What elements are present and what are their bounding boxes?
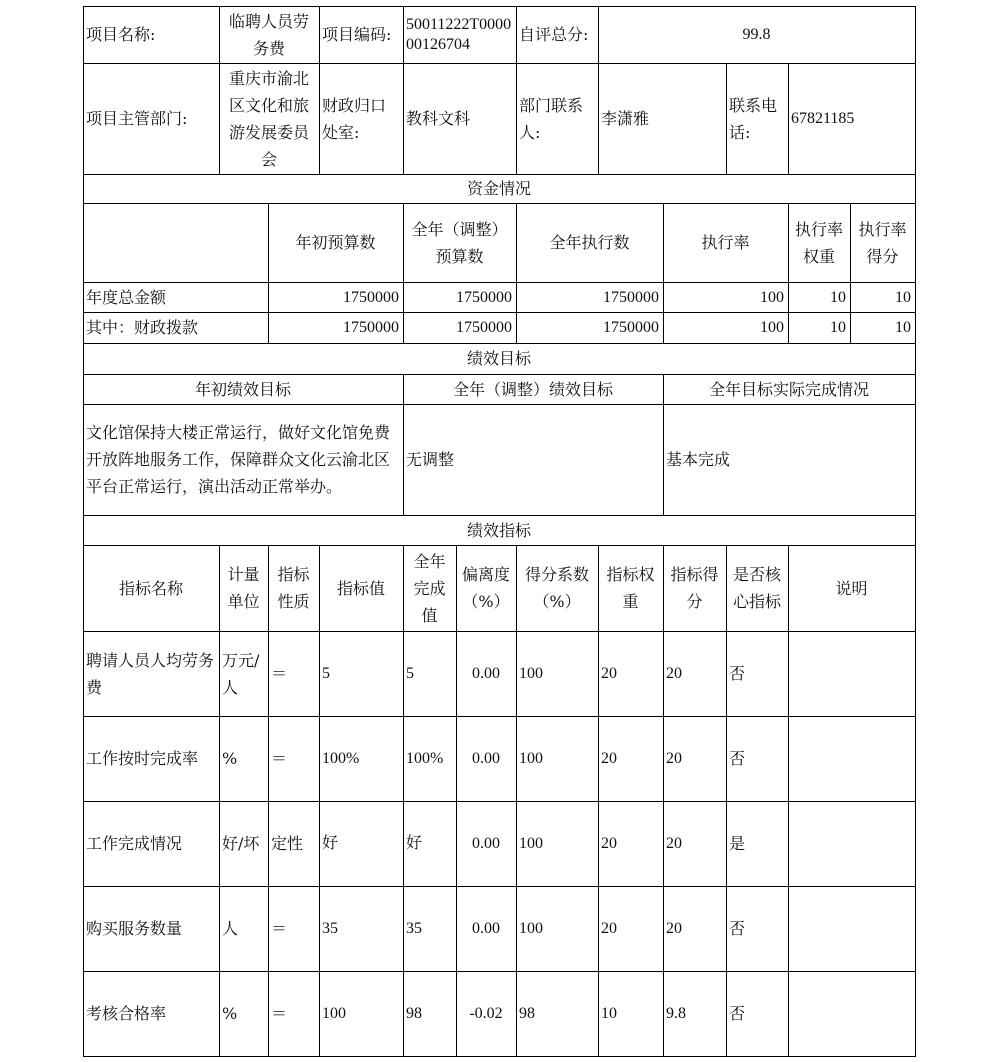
indicator-score: 20: [666, 750, 682, 767]
grid-line: [598, 6, 599, 64]
funds-col-header: 年初预算数: [295, 233, 376, 252]
phone: 67821185: [791, 110, 855, 127]
indicator-deviation: 0.00: [472, 750, 500, 767]
indicator-score: 20: [666, 920, 682, 937]
funds-row-label: 年度总金额: [86, 287, 167, 307]
indicator-nature: ＝: [271, 919, 288, 938]
grid-line: [456, 545, 457, 1057]
indicator-weight: 20: [601, 750, 617, 767]
indicator-score: 20: [666, 665, 682, 682]
indicator-score: 20: [666, 835, 682, 852]
initial-goal: 文化馆保持大楼正常运行，做好文化馆免费开放阵地服务工作，保障群众文化云渝北区平台正常运行，演出活动正常举办。: [86, 423, 391, 496]
grid-line: [788, 203, 789, 344]
indicator-target: 100%: [322, 750, 360, 767]
grid-line: [319, 6, 320, 175]
funds-cell: 1750000: [343, 288, 399, 306]
indicator-col-header: 指标得分: [670, 565, 719, 611]
funds-cell: 1750000: [456, 288, 512, 306]
grid-line: [516, 63, 517, 175]
indicator-unit: %: [222, 749, 238, 768]
funds-cell: 10: [830, 319, 846, 336]
indicator-deviation: 0.00: [472, 920, 500, 937]
contact: 李潇雅: [601, 109, 650, 128]
self-score-label: 自评总分:: [519, 25, 589, 44]
indicator-unit: 好/坏: [222, 834, 260, 853]
indicator-target: 好: [322, 835, 339, 852]
grid-line: [319, 545, 320, 1057]
indicator-deviation: -0.02: [469, 1005, 503, 1022]
grid-line: [598, 63, 599, 175]
indicator-weight: 20: [601, 665, 617, 682]
grid-line: [915, 6, 916, 1057]
grid-line: [598, 545, 599, 1057]
indicator-actual: 5: [406, 665, 414, 682]
grid-line: [516, 545, 517, 1057]
indicator-note: [791, 631, 912, 716]
grid-line: [83, 6, 84, 1057]
indicator-deviation: 0.00: [472, 835, 500, 852]
indicator-unit: 人: [222, 919, 239, 938]
indicator-actual: 35: [406, 920, 422, 937]
indicator-name: 工作按时完成率: [86, 749, 199, 768]
funds-row-label: 其中：财政拨款: [86, 318, 199, 337]
funds-cell: 10: [830, 288, 846, 306]
grid-line: [219, 6, 220, 175]
grid-line: [268, 545, 269, 1057]
funds-cell: 1750000: [343, 319, 399, 336]
indicator-col-header: 计量单位: [227, 565, 260, 611]
indicator-nature: ＝: [271, 1004, 288, 1023]
indicator-score: 9.8: [666, 1005, 686, 1022]
indicator-note: [791, 801, 912, 886]
indicator-core: 是: [729, 834, 746, 853]
indicator-core: 否: [729, 664, 746, 683]
finance-office: 教科文科: [406, 109, 471, 128]
funds-cell: 100: [760, 288, 784, 306]
indicator-col-header: 偏离度（%）: [461, 565, 510, 611]
funds-col-header: 全年（调整）预算数: [411, 219, 508, 266]
initial-goal-header: 年初绩效目标: [194, 379, 291, 399]
indicator-note: [791, 971, 912, 1056]
grid-line: [403, 6, 404, 175]
indicator-actual: 好: [406, 835, 423, 852]
indicator-weight: 10: [601, 1005, 617, 1022]
funds-col-header: 执行率权重: [794, 219, 843, 266]
indicator-core: 否: [729, 919, 746, 938]
project-name: 临聘人员劳务费: [228, 11, 309, 58]
indicator-col-header: 指标值: [336, 578, 385, 598]
contact-label: 部门联系人:: [519, 95, 584, 142]
grid-line: [726, 545, 727, 1057]
indicator-coef: 100: [519, 920, 543, 937]
grid-line: [403, 545, 404, 1057]
indicator-actual: 98: [406, 1005, 422, 1022]
indicator-target: 100: [322, 1005, 346, 1022]
indicator-col-header: 是否核心指标: [732, 565, 781, 611]
grid-line: [788, 545, 789, 1057]
project-code: 50011222T000000126704: [406, 15, 512, 53]
indicator-coef: 98: [519, 1005, 535, 1022]
dept: 重庆市渝北区文化和旅游发展委员会: [228, 68, 309, 169]
grid-line: [663, 545, 664, 1057]
adjusted-goal: 无调整: [406, 450, 455, 469]
indicator-nature: ＝: [271, 749, 288, 768]
indicator-name: 聘请人员人均劳务费: [86, 650, 215, 697]
indicator-col-header: 指标性质: [277, 565, 310, 611]
dept-label: 项目主管部门:: [86, 109, 188, 128]
indicator-core: 否: [729, 1004, 746, 1023]
indicator-nature: 定性: [271, 834, 304, 853]
indicator-unit: %: [222, 1004, 238, 1023]
goals-section-title: 绩效目标: [466, 349, 531, 368]
funds-cell: 1750000: [603, 319, 659, 336]
grid-line: [83, 1056, 916, 1057]
funds-col-header: 全年执行数: [549, 233, 630, 252]
funds-cell: 100: [760, 319, 784, 336]
performance-evaluation-sheet: [83, 6, 916, 1057]
indicator-col-header: 得分系数（%）: [524, 565, 589, 611]
indicator-coef: 100: [519, 665, 543, 682]
grid-line: [516, 6, 517, 64]
self-score: 99.8: [742, 26, 771, 43]
indicator-deviation: 0.00: [472, 665, 500, 682]
grid-line: [850, 203, 851, 344]
funds-cell: 10: [895, 319, 911, 336]
phone-label: 联系电话:: [729, 95, 778, 142]
funds-cell: 10: [895, 288, 911, 306]
funds-col-header: 执行率: [701, 233, 750, 252]
funds-cell: 1750000: [603, 288, 659, 306]
indicator-name: 购买服务数量: [86, 919, 183, 938]
adjusted-goal-header: 全年（调整）绩效目标: [452, 379, 613, 399]
grid-line: [403, 374, 404, 516]
project-code-label: 项目编码:: [322, 25, 392, 44]
indicator-note: [791, 716, 912, 801]
actual-goal: 基本完成: [666, 450, 731, 469]
funds-section-title: 资金情况: [466, 179, 531, 198]
indicator-weight: 20: [601, 835, 617, 852]
grid-line: [726, 63, 727, 175]
indicator-actual: 100%: [406, 750, 444, 767]
grid-line: [516, 203, 517, 344]
indicator-unit: 万元/人: [222, 650, 260, 697]
grid-line: [268, 203, 269, 344]
indicator-col-header: 说明: [835, 578, 868, 598]
indicator-col-header: 指标权重: [606, 565, 655, 611]
grid-line: [663, 203, 664, 344]
funds-cell: 1750000: [456, 319, 512, 336]
grid-line: [788, 63, 789, 175]
indicator-name: 考核合格率: [86, 1004, 167, 1023]
indicators-section-title: 绩效指标: [466, 520, 531, 540]
project-name-label: 项目名称:: [86, 25, 156, 44]
indicator-col-header: 全年完成值: [413, 551, 446, 625]
finance-office-label: 财政归口处室:: [322, 95, 387, 142]
grid-line: [219, 545, 220, 1057]
funds-col-header: 执行率得分: [858, 219, 907, 266]
indicator-nature: ＝: [271, 664, 288, 683]
indicator-name: 工作完成情况: [86, 834, 183, 853]
grid-line: [663, 374, 664, 516]
indicator-coef: 100: [519, 835, 543, 852]
indicator-coef: 100: [519, 750, 543, 767]
indicator-target: 5: [322, 665, 330, 682]
indicator-weight: 20: [601, 920, 617, 937]
indicator-target: 35: [322, 920, 338, 937]
indicator-note: [791, 886, 912, 971]
actual-goal-header: 全年目标实际完成情况: [708, 379, 869, 399]
indicator-core: 否: [729, 749, 746, 768]
indicator-col-header: 指标名称: [118, 578, 183, 598]
grid-line: [403, 203, 404, 344]
